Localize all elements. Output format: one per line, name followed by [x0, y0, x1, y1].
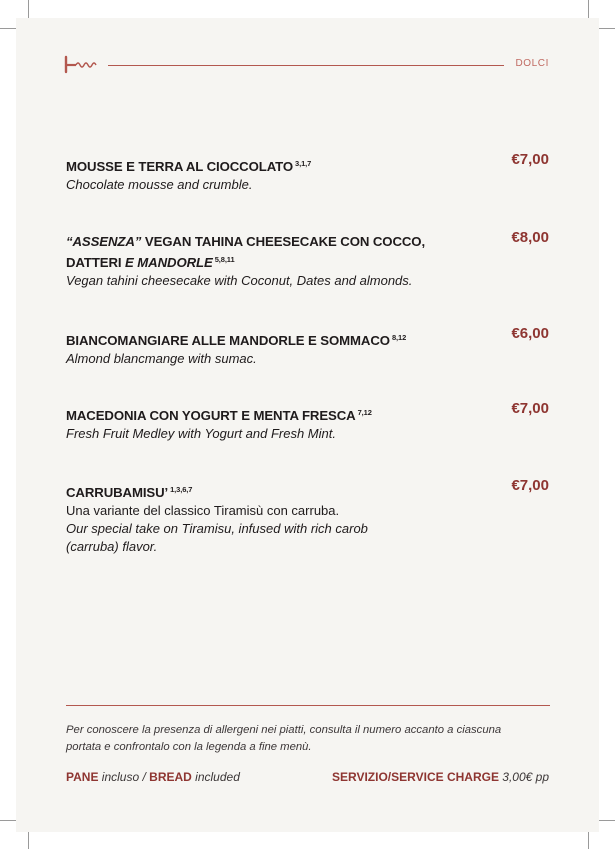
menu-page [16, 18, 599, 832]
item-name-italic: E MANDORLE [125, 255, 213, 270]
crop-mark [0, 28, 16, 29]
allergen-note [66, 722, 556, 756]
allergen-codes: 8,12 [391, 333, 407, 342]
item-name: VEGAN TAHINA CHEESECAKE CON COCCO, [141, 234, 426, 249]
item-price: €6,00 [511, 325, 549, 342]
item-description-it: Una variante del classico Tiramisù con carruba. [66, 503, 340, 518]
item-title [66, 233, 549, 272]
bread-info [66, 770, 240, 784]
corkscrew-icon [64, 55, 104, 80]
crop-mark [599, 820, 615, 821]
item-name: MOUSSE E TERRA AL CIOCCOLATO [66, 159, 294, 174]
item-name-quote: “ASSENZA” [66, 234, 142, 249]
crop-mark [599, 28, 615, 29]
allergen-codes: 3,1,7 [295, 159, 312, 168]
crop-mark [28, 0, 29, 18]
item-name: MACEDONIA CON YOGURT E MENTA FRESCA [66, 408, 356, 423]
menu-item [66, 477, 549, 556]
menu-item [66, 325, 549, 368]
crop-mark [28, 832, 29, 849]
item-title [66, 481, 549, 502]
item-title [66, 404, 549, 425]
item-name: CARRUBAMISU’ [66, 485, 169, 500]
included-text: included [191, 770, 240, 784]
item-price: €7,00 [511, 151, 549, 168]
menu-item [66, 400, 549, 443]
item-description-line: (carruba) flavor. [66, 539, 158, 554]
item-price: €7,00 [511, 400, 549, 417]
note-line: portata e confrontalo con la legenda a fine menù. [66, 741, 312, 753]
item-description: Chocolate mousse and crumble. [66, 177, 253, 192]
header-divider [108, 65, 504, 66]
menu-item [66, 229, 549, 290]
item-name-cont: DATTERI [66, 255, 126, 270]
bread-label: BREAD [149, 770, 192, 784]
allergen-codes: 7,12 [357, 408, 372, 417]
item-name: BIANCOMANGIARE ALLE MANDORLE E SOMMACO [66, 333, 390, 348]
crop-mark [588, 832, 589, 849]
item-description-line: Our special take on Tiramisu, infused with rich carob [66, 521, 368, 536]
crop-mark [0, 820, 16, 821]
section-title: DOLCI [515, 58, 549, 69]
allergen-codes: 5,8,11 [214, 255, 235, 264]
pane-label: PANE [66, 770, 99, 784]
page-header [16, 18, 599, 108]
item-price: €7,00 [511, 477, 549, 494]
item-description: Fresh Fruit Medley with Yogurt and Fresh Mint. [66, 426, 336, 441]
crop-mark [588, 0, 589, 18]
allergen-codes: 1,3,6,7 [170, 485, 193, 494]
item-description: Vegan tahini cheesecake with Coconut, Dates and almonds. [66, 273, 413, 288]
item-description: Almond blancmange with sumac. [66, 351, 257, 366]
footer-divider [66, 705, 550, 706]
service-charge [332, 770, 549, 784]
item-title [66, 329, 549, 350]
note-line: Per conoscere la presenza di allergeni nei piatti, consulta il numero accanto a ciascuna [66, 724, 502, 736]
menu-item [66, 151, 549, 194]
service-label: SERVIZIO/SERVICE CHARGE [332, 770, 499, 784]
service-value: 3,00€ pp [498, 770, 549, 784]
incluso-text: incluso / [98, 770, 150, 784]
item-title [66, 155, 549, 176]
item-price: €8,00 [511, 229, 549, 246]
